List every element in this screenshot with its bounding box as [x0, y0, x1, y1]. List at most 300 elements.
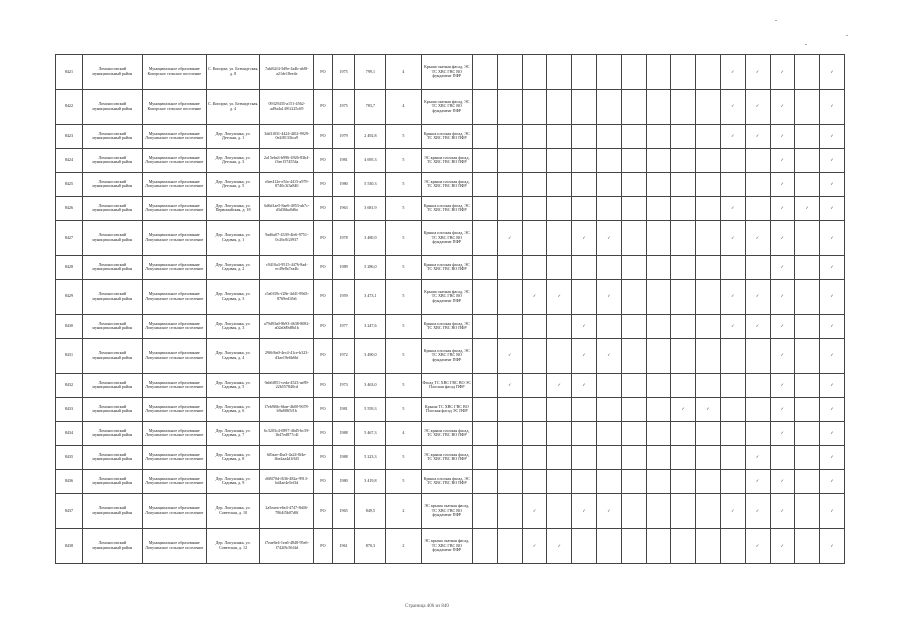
empty-cell — [522, 421, 547, 445]
check-mark-icon: ✓ — [820, 148, 845, 172]
row-number: 8436 — [56, 469, 83, 493]
object-id-cell: 9ab6f851-ceda-4523-ae89-22b557840cd — [260, 373, 314, 397]
kind-cell: РО — [314, 220, 333, 255]
works-cell: Крыша плоская фасад, ЭС ТС ХВС ГВС ВО ПФР — [421, 469, 473, 493]
empty-cell — [547, 196, 572, 220]
empty-cell — [597, 255, 622, 279]
empty-cell — [572, 255, 597, 279]
empty-cell — [795, 148, 820, 172]
row-number: 8423 — [56, 124, 83, 148]
table-row — [56, 124, 845, 148]
floors-cell: 5 — [386, 279, 421, 314]
object-id-cell: c9410a3-9515-4476-8ad-ec49e8a7ea4b — [260, 255, 314, 279]
empty-cell — [720, 397, 745, 421]
empty-cell — [547, 445, 572, 469]
address-cell: С. Копорье, ул. Безмидтская, д. 8 — [206, 55, 260, 90]
empty-cell — [621, 255, 646, 279]
check-mark-icon: ✓ — [745, 469, 770, 493]
row-number: 8437 — [56, 493, 83, 528]
table-row — [56, 493, 845, 528]
empty-cell — [671, 148, 696, 172]
check-mark-icon: ✓ — [820, 55, 845, 90]
empty-cell — [522, 445, 547, 469]
kind-cell: РО — [314, 469, 333, 493]
empty-cell — [473, 148, 498, 172]
check-mark-icon: ✓ — [770, 397, 795, 421]
empty-cell — [795, 421, 820, 445]
floors-cell: 5 — [386, 172, 421, 196]
empty-cell — [547, 314, 572, 338]
empty-cell — [497, 528, 522, 563]
empty-cell — [720, 255, 745, 279]
empty-cell — [720, 373, 745, 397]
check-mark-icon: ✓ — [696, 397, 721, 421]
empty-cell — [597, 469, 622, 493]
works-cell: ЭС крыша плоская фасад, ТС ХВС ГВС ВО ПФР — [421, 148, 473, 172]
check-mark-icon: ✓ — [745, 493, 770, 528]
empty-cell — [646, 220, 671, 255]
empty-cell — [696, 89, 721, 124]
municipality-cell: Муниципальное образование Лопухинское сельское поселение — [142, 314, 206, 338]
empty-cell — [696, 124, 721, 148]
district-cell: Ломоносовский муниципальный район — [82, 220, 142, 255]
object-id-cell: d68f70d-f636-482a-9913-bd4ae4e5ef3d — [260, 469, 314, 493]
works-cell: Крыша скатная фасад, ЭС ТС ХВС ГВС ВО фундамент ПФР — [421, 279, 473, 314]
check-mark-icon: ✓ — [770, 421, 795, 445]
empty-cell — [597, 445, 622, 469]
check-mark-icon: ✓ — [820, 89, 845, 124]
object-id-cell: c5a0f39c-f28e-4d41-99d3-8769ed1fb6 — [260, 279, 314, 314]
floors-cell: 5 — [386, 314, 421, 338]
municipality-cell: Муниципальное образование Копорское сельское поселение — [142, 89, 206, 124]
kind-cell: РО — [314, 124, 333, 148]
address-cell: Дер. Лопухинка, ул. Садовая, д. 7 — [206, 421, 260, 445]
table-row — [56, 314, 845, 338]
works-cell: Крыша плоская фасад, ЭС ТС ХВС ГВС ВО ПФР — [421, 314, 473, 338]
area-cell: 5 530,3 — [355, 172, 386, 196]
empty-cell — [572, 279, 597, 314]
address-cell: Дер. Лопухинка, ул. Садовая, д. 8 — [206, 445, 260, 469]
floors-cell: 2 — [386, 528, 421, 563]
check-mark-icon: ✓ — [770, 493, 795, 528]
empty-cell — [473, 421, 498, 445]
empty-cell — [671, 89, 696, 124]
floors-cell: 5 — [386, 445, 421, 469]
empty-cell — [547, 338, 572, 373]
empty-cell — [473, 196, 498, 220]
check-mark-icon: ✓ — [547, 373, 572, 397]
empty-cell — [696, 338, 721, 373]
row-number: 8421 — [56, 55, 83, 90]
municipality-cell: Муниципальное образование Лопухинское сельское поселение — [142, 338, 206, 373]
empty-cell — [522, 314, 547, 338]
check-mark-icon: ✓ — [522, 279, 547, 314]
empty-cell — [473, 55, 498, 90]
empty-cell — [497, 255, 522, 279]
empty-cell — [795, 445, 820, 469]
municipality-cell: Муниципальное образование Лопухинское сельское поселение — [142, 148, 206, 172]
empty-cell — [621, 89, 646, 124]
empty-cell — [671, 124, 696, 148]
table-row — [56, 373, 845, 397]
empty-cell — [621, 314, 646, 338]
empty-cell — [720, 338, 745, 373]
empty-cell — [621, 172, 646, 196]
empty-cell — [621, 196, 646, 220]
check-mark-icon: ✓ — [720, 314, 745, 338]
empty-cell — [671, 338, 696, 373]
empty-cell — [547, 172, 572, 196]
housing-register-table — [55, 54, 845, 564]
address-cell: Дер. Лопухинка, ул. Садовая, д. 1 — [206, 220, 260, 255]
empty-cell — [547, 220, 572, 255]
check-mark-icon: ✓ — [820, 279, 845, 314]
year-cell: 1981 — [332, 148, 355, 172]
row-number: 8435 — [56, 445, 83, 469]
check-mark-icon: ✓ — [820, 373, 845, 397]
address-cell: Дер. Лопухинка, ул. Детская, д. 5 — [206, 172, 260, 196]
empty-cell — [497, 124, 522, 148]
floors-cell: 5 — [386, 124, 421, 148]
check-mark-icon: ✓ — [820, 493, 845, 528]
empty-cell — [572, 89, 597, 124]
district-cell: Ломоносовский муниципальный район — [82, 421, 142, 445]
table-row — [56, 148, 845, 172]
year-cell: 1972 — [332, 338, 355, 373]
works-cell: Крыша скатная фасад, ЭС ТС ХВС ГВС ВО фундамент ПФР — [421, 55, 473, 90]
empty-cell — [522, 373, 547, 397]
check-mark-icon: ✓ — [770, 373, 795, 397]
year-cell: 1977 — [332, 314, 355, 338]
empty-cell — [671, 528, 696, 563]
area-cell: 3 490,0 — [355, 338, 386, 373]
empty-cell — [646, 196, 671, 220]
area-cell: 870,3 — [355, 528, 386, 563]
district-cell: Ломоносовский муниципальный район — [82, 493, 142, 528]
empty-cell — [473, 220, 498, 255]
check-mark-icon: ✓ — [745, 220, 770, 255]
empty-cell — [621, 421, 646, 445]
row-number: 8424 — [56, 148, 83, 172]
check-mark-icon: ✓ — [572, 338, 597, 373]
kind-cell: РО — [314, 89, 333, 124]
works-cell: Крыша плоская фасад, ЭС ТС ХВС ГВС ВО ПФР — [421, 255, 473, 279]
floors-cell: 5 — [386, 373, 421, 397]
district-cell: Ломоносовский муниципальный район — [82, 55, 142, 90]
empty-cell — [646, 89, 671, 124]
address-cell: Дер. Лопухинка, ул. Садовая, д. 6 — [206, 397, 260, 421]
kind-cell: РО — [314, 397, 333, 421]
works-cell: Крыша ТС ХВС ГВС ВО Плоская фасад ЭС ПФР — [421, 397, 473, 421]
check-mark-icon: ✓ — [745, 279, 770, 314]
empty-cell — [795, 373, 820, 397]
address-cell: Дер. Лопухинка, ул. Садовая, д. 2 — [206, 255, 260, 279]
table-row — [56, 421, 845, 445]
table-row — [56, 55, 845, 90]
empty-cell — [547, 148, 572, 172]
empty-cell — [646, 255, 671, 279]
empty-cell — [720, 148, 745, 172]
object-id-cell: f7eb9f6b-6bae-4b00-9678-b9a8f8f5f1b — [260, 397, 314, 421]
address-cell: Дер. Лопухинка, ул. Садовая, д. 9 — [206, 469, 260, 493]
empty-cell — [745, 421, 770, 445]
empty-cell — [671, 493, 696, 528]
empty-cell — [621, 124, 646, 148]
empty-cell — [671, 172, 696, 196]
kind-cell: РО — [314, 493, 333, 528]
municipality-cell: Муниципальное образование Лопухинское сельское поселение — [142, 279, 206, 314]
empty-cell — [473, 279, 498, 314]
empty-cell — [473, 338, 498, 373]
municipality-cell: Муниципальное образование Лопухинское сельское поселение — [142, 255, 206, 279]
object-id-cell: 2a15eba3-b996-4926-83b4-f3ee1574554a — [260, 148, 314, 172]
empty-cell — [522, 338, 547, 373]
table-row — [56, 397, 845, 421]
year-cell: 1975 — [332, 89, 355, 124]
row-number: 8432 — [56, 373, 83, 397]
empty-cell — [696, 148, 721, 172]
object-id-cell: 6c3203c4-0897-46d5-bc59-1b47ed877c4f — [260, 421, 314, 445]
empty-cell — [597, 373, 622, 397]
empty-cell — [696, 255, 721, 279]
empty-cell — [547, 124, 572, 148]
area-cell: 3 480,9 — [355, 220, 386, 255]
kind-cell: РО — [314, 172, 333, 196]
municipality-cell: Муниципальное образование Копорское сельское поселение — [142, 55, 206, 90]
check-mark-icon: ✓ — [820, 172, 845, 196]
municipality-cell: Муниципальное образование Лопухинское сельское поселение — [142, 172, 206, 196]
area-cell: 3 247,6 — [355, 314, 386, 338]
floors-cell: 4 — [386, 89, 421, 124]
empty-cell — [646, 421, 671, 445]
empty-cell — [572, 421, 597, 445]
floors-cell: 5 — [386, 255, 421, 279]
area-cell: 5 467,3 — [355, 421, 386, 445]
works-cell: Крыша скатная фасад, ЭС ТС ХВС ГВС ВО фундамент ПФР — [421, 89, 473, 124]
empty-cell — [473, 373, 498, 397]
address-cell: Дер. Лопухинка, ул. Советская, д. 12 — [206, 528, 260, 563]
works-cell: Крыша плоская фасад, ЭС ТС ХВС ГВС ВО ПФР — [421, 196, 473, 220]
empty-cell — [497, 172, 522, 196]
works-cell: ЭС крыша плоская фасад, ТС ХВС ГВС ВО ПФР — [421, 421, 473, 445]
empty-cell — [621, 469, 646, 493]
address-cell: Дер. Лопухинка, ул. Первомайская, д. 18 — [206, 196, 260, 220]
object-id-cell: c6ee412e-e5fa-4415-a979-8740c3f3a840 — [260, 172, 314, 196]
check-mark-icon: ✓ — [770, 528, 795, 563]
check-mark-icon: ✓ — [572, 493, 597, 528]
check-mark-icon: ✓ — [745, 445, 770, 469]
area-cell: 3 681,9 — [355, 196, 386, 220]
object-id-cell: a79d93a0-8b93-4638-8082-a02a0d9d8b1b — [260, 314, 314, 338]
empty-cell — [522, 255, 547, 279]
empty-cell — [646, 469, 671, 493]
empty-cell — [696, 220, 721, 255]
empty-cell — [522, 148, 547, 172]
empty-cell — [522, 196, 547, 220]
area-cell: 3 419,8 — [355, 469, 386, 493]
empty-cell — [671, 255, 696, 279]
table-row — [56, 469, 845, 493]
municipality-cell: Муниципальное образование Лопухинское сельское поселение — [142, 528, 206, 563]
area-cell: 4 695,3 — [355, 148, 386, 172]
municipality-cell: Муниципальное образование Лопухинское сельское поселение — [142, 373, 206, 397]
empty-cell — [572, 397, 597, 421]
floors-cell: 5 — [386, 148, 421, 172]
row-number: 8433 — [56, 397, 83, 421]
year-cell: 1961 — [332, 528, 355, 563]
check-mark-icon: ✓ — [497, 220, 522, 255]
area-cell: 5 223,3 — [355, 445, 386, 469]
empty-cell — [696, 196, 721, 220]
empty-cell — [696, 279, 721, 314]
empty-cell — [646, 124, 671, 148]
check-mark-icon: ✓ — [745, 89, 770, 124]
row-number: 8428 — [56, 255, 83, 279]
empty-cell — [671, 314, 696, 338]
municipality-cell: Муниципальное образование Лопухинское сельское поселение — [142, 421, 206, 445]
kind-cell: РО — [314, 196, 333, 220]
kind-cell: РО — [314, 55, 333, 90]
empty-cell — [497, 493, 522, 528]
empty-cell — [547, 89, 572, 124]
empty-cell — [671, 469, 696, 493]
check-mark-icon: ✓ — [745, 55, 770, 90]
row-number: 8427 — [56, 220, 83, 255]
empty-cell — [745, 255, 770, 279]
district-cell: Ломоносовский муниципальный район — [82, 196, 142, 220]
check-mark-icon: ✓ — [770, 279, 795, 314]
floors-cell: 5 — [386, 397, 421, 421]
municipality-cell: Муниципальное образование Лопухинское сельское поселение — [142, 124, 206, 148]
empty-cell — [646, 493, 671, 528]
empty-cell — [646, 55, 671, 90]
row-number: 8438 — [56, 528, 83, 563]
municipality-cell: Муниципальное образование Лопухинское сельское поселение — [142, 220, 206, 255]
floors-cell: 5 — [386, 220, 421, 255]
check-mark-icon: ✓ — [820, 255, 845, 279]
empty-cell — [671, 445, 696, 469]
empty-cell — [696, 172, 721, 196]
empty-cell — [497, 55, 522, 90]
check-mark-icon: ✓ — [820, 124, 845, 148]
check-mark-icon: ✓ — [820, 445, 845, 469]
empty-cell — [473, 314, 498, 338]
empty-cell — [473, 469, 498, 493]
empty-cell — [621, 279, 646, 314]
empty-cell — [671, 373, 696, 397]
scan-speck — [846, 35, 848, 36]
empty-cell — [720, 421, 745, 445]
year-cell: 1989 — [332, 255, 355, 279]
floors-cell: 5 — [386, 196, 421, 220]
check-mark-icon: ✓ — [572, 220, 597, 255]
district-cell: Ломоносовский муниципальный район — [82, 255, 142, 279]
empty-cell — [547, 397, 572, 421]
empty-cell — [473, 124, 498, 148]
check-mark-icon: ✓ — [547, 528, 572, 563]
empty-cell — [745, 196, 770, 220]
object-id-cell: 3dd1f031-4424-4f02-9929-0e2f8133fca9 — [260, 124, 314, 148]
empty-cell — [696, 528, 721, 563]
year-cell: 1959 — [332, 279, 355, 314]
kind-cell: РО — [314, 445, 333, 469]
empty-cell — [497, 279, 522, 314]
empty-cell — [497, 421, 522, 445]
year-cell: 1979 — [332, 124, 355, 148]
table-row — [56, 255, 845, 279]
empty-cell — [497, 196, 522, 220]
empty-cell — [597, 314, 622, 338]
district-cell: Ломоносовский муниципальный район — [82, 124, 142, 148]
empty-cell — [795, 469, 820, 493]
municipality-cell: Муниципальное образование Лопухинское сельское поселение — [142, 196, 206, 220]
check-mark-icon: ✓ — [770, 469, 795, 493]
empty-cell — [597, 421, 622, 445]
empty-cell — [671, 279, 696, 314]
empty-cell — [646, 445, 671, 469]
check-mark-icon: ✓ — [770, 55, 795, 90]
object-id-cell: 7abf62f4-5d9e-4a4b-ab8f-a21de18ee4e — [260, 55, 314, 90]
empty-cell — [597, 55, 622, 90]
empty-cell — [572, 469, 597, 493]
check-mark-icon: ✓ — [671, 397, 696, 421]
empty-cell — [745, 148, 770, 172]
works-cell: Крыша плоская фасад, ЭС ТС ХВС ГВС ВО фундамент ПФР — [421, 220, 473, 255]
municipality-cell: Муниципальное образование Лопухинское сельское поселение — [142, 493, 206, 528]
works-cell: ЭС крыша скатная фасад, ТС ХВС ГВС ВО фундамент ПФР — [421, 493, 473, 528]
empty-cell — [795, 172, 820, 196]
check-mark-icon: ✓ — [820, 338, 845, 373]
check-mark-icon: ✓ — [820, 196, 845, 220]
district-cell: Ломоносовский муниципальный район — [82, 338, 142, 373]
empty-cell — [522, 220, 547, 255]
empty-cell — [696, 314, 721, 338]
check-mark-icon: ✓ — [795, 196, 820, 220]
kind-cell: РО — [314, 148, 333, 172]
empty-cell — [621, 493, 646, 528]
empty-cell — [671, 196, 696, 220]
empty-cell — [621, 397, 646, 421]
district-cell: Ломоносовский муниципальный район — [82, 148, 142, 172]
district-cell: Ломоносовский муниципальный район — [82, 445, 142, 469]
check-mark-icon: ✓ — [497, 373, 522, 397]
floors-cell: 5 — [386, 469, 421, 493]
empty-cell — [572, 148, 597, 172]
empty-cell — [646, 172, 671, 196]
check-mark-icon: ✓ — [820, 469, 845, 493]
table-row — [56, 279, 845, 314]
empty-cell — [770, 445, 795, 469]
row-number: 8426 — [56, 196, 83, 220]
row-number: 8431 — [56, 338, 83, 373]
works-cell: ЭС крыша плоская фасад, ТС ХВС ГВС ВО ПФР — [421, 172, 473, 196]
empty-cell — [597, 196, 622, 220]
year-cell: 1963 — [332, 196, 355, 220]
floors-cell: 4 — [386, 421, 421, 445]
empty-cell — [646, 338, 671, 373]
year-cell: 1988 — [332, 421, 355, 445]
empty-cell — [646, 279, 671, 314]
check-mark-icon: ✓ — [770, 172, 795, 196]
empty-cell — [646, 314, 671, 338]
empty-cell — [696, 55, 721, 90]
empty-cell — [795, 55, 820, 90]
district-cell: Ломоносовский муниципальный район — [82, 528, 142, 563]
empty-cell — [597, 528, 622, 563]
year-cell: 1978 — [332, 220, 355, 255]
check-mark-icon: ✓ — [770, 314, 795, 338]
check-mark-icon: ✓ — [720, 493, 745, 528]
